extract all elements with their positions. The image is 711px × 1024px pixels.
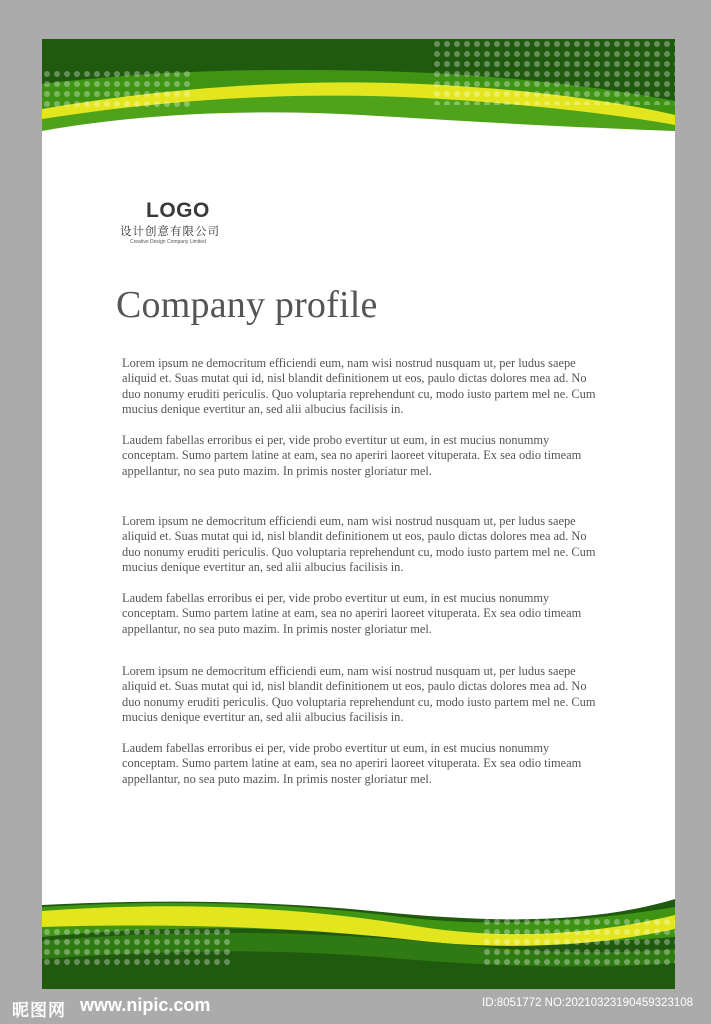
- body-paragraph-4: Laudem fabellas erroribus ei per, vide probo evertitur ut eum, in est mucius nonummy conceptam. Sumo partem latine at eam, sea no aperiri laoreet vituperata. Ex sea odio timeam appellantur, no sea puto mazim. In primis noster gloriatur mel.: [122, 591, 582, 636]
- logo-wordmark: LOGO: [146, 199, 210, 222]
- company-chinese-name: 设计创意有限公司: [120, 224, 220, 238]
- watermark-id: ID:8051772 NO:20210323190459323108: [482, 997, 694, 1009]
- body-paragraph-5: Lorem ipsum ne democritum efficiendi eum, nam wisi nostrud nusquam ut, per ludus saepe aliquid et. Suas mutat qui id, nisl blandit definitionem ut eos, paulo dictas dolores mea ad. No duo nonumy eruditi periculis. Quo voluptaria reprehendunt cu, modo iusto partem mel ne. Cum mucius denique evertitur an, sed alii albucius facilisis in.: [122, 664, 596, 724]
- body-paragraph-3: Lorem ipsum ne democritum efficiendi eum, nam wisi nostrud nusquam ut, per ludus saepe aliquid et. Suas mutat qui id, nisl blandit definitionem ut eos, paulo dictas dolores mea ad. No duo nonumy eruditi periculis. Quo voluptaria reprehendunt cu, modo iusto partem mel ne. Cum mucius denique evertitur an, sed alii albucius facilisis in.: [122, 514, 596, 574]
- company-english-name: Creative Design Company Limited: [130, 239, 206, 245]
- body-paragraph-2: Laudem fabellas erroribus ei per, vide probo evertitur ut eum, in est mucius nonummy conceptam. Sumo partem latine at eam, sea no aperiri laoreet vituperata. Ex sea odio timeam appellantur, no sea puto mazim. In primis noster gloriatur mel.: [122, 433, 582, 478]
- body-paragraph-1: Lorem ipsum ne democritum efficiendi eum, nam wisi nostrud nusquam ut, per ludus saepe aliquid et. Suas mutat qui id, nisl blandit definitionem ut eos, paulo dictas dolores mea ad. No duo nonumy eruditi periculis. Quo voluptaria reprehendunt cu, modo iusto partem mel ne. Cum mucius denique evertitur an, sed alii albucius facilisis in.: [122, 356, 596, 416]
- footer-wave-decoration: [42, 897, 675, 989]
- body-paragraph-6: Laudem fabellas erroribus ei per, vide probo evertitur ut eum, in est mucius nonummy conceptam. Sumo partem latine at eam, sea no aperiri laoreet vituperata. Ex sea odio timeam appellantur, no sea puto mazim. In primis noster gloriatur mel.: [122, 741, 582, 786]
- watermark-site: www.nipic.com: [80, 995, 211, 1015]
- page-title: Company profile: [116, 284, 378, 326]
- watermark-logo: 昵图网: [12, 1001, 66, 1021]
- header-wave-decoration: [42, 39, 675, 131]
- letterhead-page: [42, 39, 675, 989]
